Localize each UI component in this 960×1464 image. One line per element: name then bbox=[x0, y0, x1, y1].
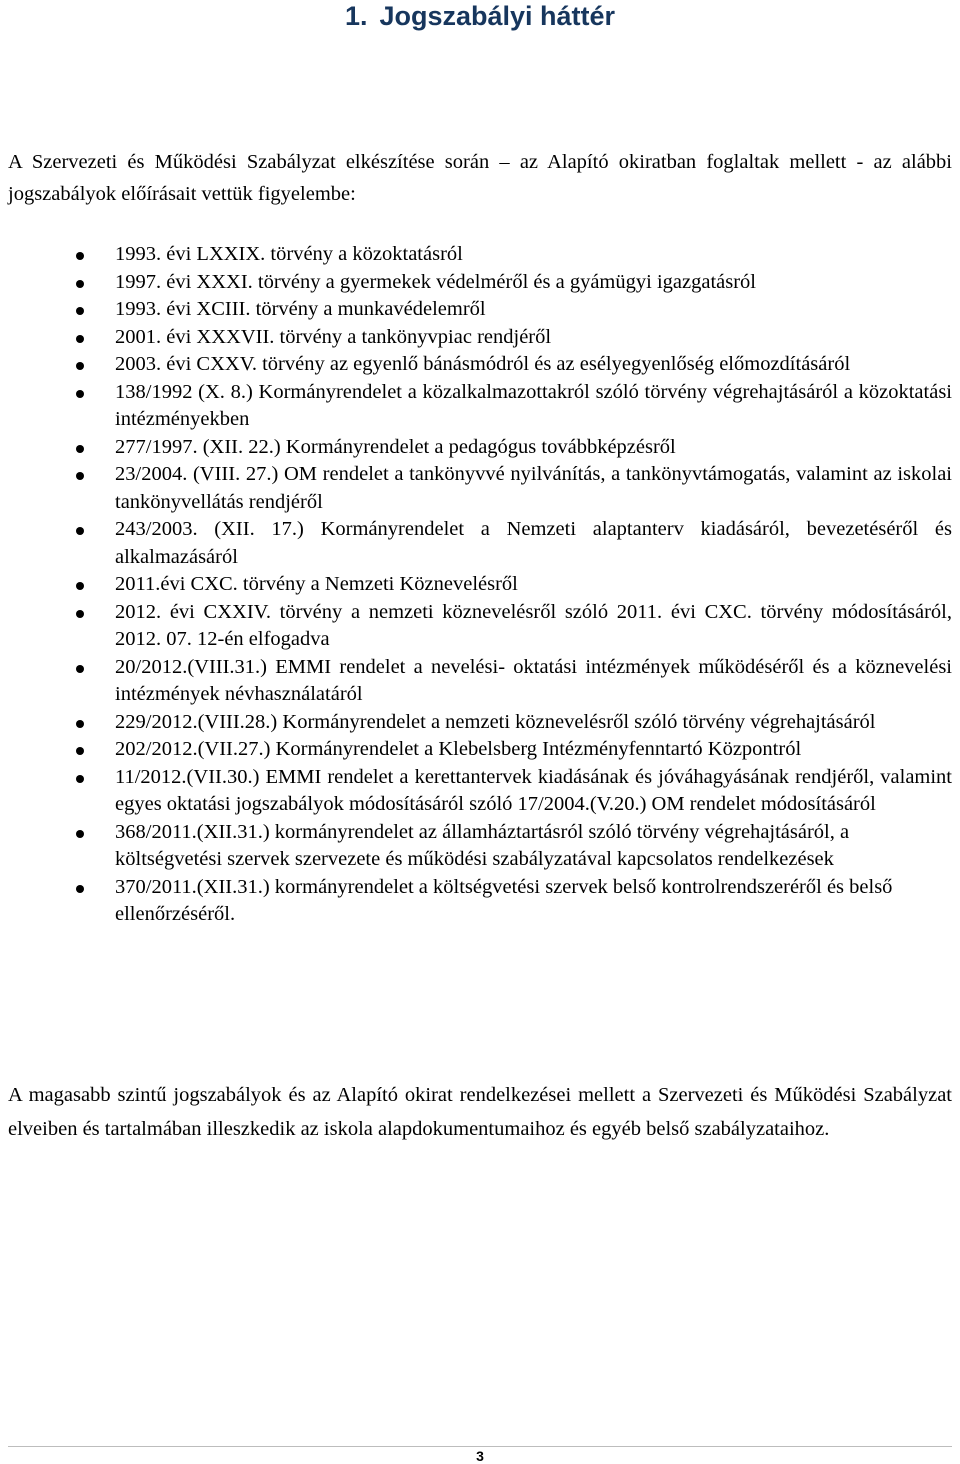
list-item bbox=[0, 819, 960, 874]
list-item bbox=[0, 764, 960, 819]
list-item bbox=[0, 461, 960, 516]
list-item bbox=[0, 241, 960, 269]
list-item bbox=[0, 324, 960, 352]
law-text: 2001. évi XXXVII. törvény a tankönyvpiac rendjéről bbox=[115, 325, 552, 348]
bullet-icon bbox=[76, 362, 84, 370]
list-item bbox=[0, 709, 960, 737]
law-text: 23/2004. (VIII. 27.) OM rendelet a tankönyvvé nyilvánítás, a tankönyvtámogatás, valamint az iskolai tankönyvellátás rendjéről bbox=[115, 463, 952, 513]
law-text: 11/2012.(VII.30.) EMMI rendelet a kerettantervek kiadásának és jóváhagyásának rendjéről, valamint egyes oktatási jogszabályok módosításáról szóló 17/2004.(V.20.) OM rendelet módosításáról bbox=[115, 765, 952, 815]
law-list bbox=[0, 241, 960, 929]
list-item bbox=[0, 736, 960, 764]
list-item bbox=[0, 874, 960, 929]
law-text: 202/2012.(VII.27.) Kormányrendelet a Klebelsberg Intézményfenntartó Központról bbox=[115, 738, 802, 760]
law-text: 368/2011.(XII.31.) kormányrendelet az államháztartásról szóló törvény végrehajtásáról, a költségvetési szervek szervezete és működési szabályzatával kapcsolatos rendelkezések bbox=[115, 820, 850, 870]
bullet-icon bbox=[76, 830, 84, 838]
closing-paragraph: A magasabb szintű jogszabályok és az Alapító okirat rendelkezései mellett a Szervezeti és Működési Szabályzat elveiben és tartalmában illeszkedik az iskola alapdokumentumaihoz és egyéb belső szabályzataihoz. bbox=[8, 1084, 952, 1140]
law-text: 20/2012.(VIII.31.) EMMI rendelet a nevelési- oktatási intézmények működéséről és a köznevelési intézmények névhasználatáról bbox=[115, 655, 952, 705]
section-number: 1. bbox=[344, 1, 368, 31]
list-item bbox=[0, 599, 960, 654]
law-text: 229/2012.(VIII.28.) Kormányrendelet a nemzeti köznevelésről szóló törvény végrehajtásáról bbox=[115, 710, 876, 733]
law-text: 243/2003. (XII. 17.) Kormányrendelet a Nemzeti alaptanterv kiadásáról, bevezetéséről és alkalmazásáról bbox=[115, 518, 952, 568]
bullet-icon bbox=[76, 335, 84, 343]
bullet-icon bbox=[76, 252, 84, 260]
footer-divider bbox=[8, 1446, 952, 1447]
law-text: 1993. évi XCIII. törvény a munkavédelemről bbox=[115, 298, 486, 320]
law-text: 2012. évi CXXIV. törvény a nemzeti köznevelésről szóló 2011. évi CXC. törvény módosításáról, 2012. 07. 12-én elfogadva bbox=[115, 600, 952, 650]
bullet-icon bbox=[76, 885, 84, 893]
bullet-icon bbox=[76, 775, 84, 783]
intro-paragraph: A Szervezeti és Működési Szabályzat elkészítése során – az Alapító okiratban foglaltak mellett - az alábbi jogszabályok előírásait vettük figyelembe: bbox=[8, 151, 952, 205]
bullet-icon bbox=[76, 527, 84, 535]
bullet-icon bbox=[76, 582, 84, 590]
list-item bbox=[0, 296, 960, 324]
list-item bbox=[0, 516, 960, 571]
bullet-icon bbox=[76, 307, 84, 315]
list-item bbox=[0, 571, 960, 599]
list-item bbox=[0, 654, 960, 709]
section-title: Jogszabályi háttér bbox=[379, 1, 616, 31]
law-text: 1997. évi XXXI. törvény a gyermekek védelméről és a gyámügyi igazgatásról bbox=[115, 270, 756, 293]
bullet-icon bbox=[76, 390, 84, 398]
law-text: 370/2011.(XII.31.) kormányrendelet a költségvetési szervek belső kontrolrendszeréről és belső ellenőrzéséről. bbox=[115, 875, 893, 925]
bullet-icon bbox=[76, 610, 84, 618]
bullet-icon bbox=[76, 280, 84, 288]
law-text: 138/1992 (X. 8.) Kormányrendelet a közalkalmazottakról szóló törvény végrehajtásáról a közoktatási intézményekben bbox=[115, 380, 952, 430]
list-item bbox=[0, 351, 960, 379]
law-text: 2011.évi CXC. törvény a Nemzeti Köznevelésről bbox=[115, 573, 518, 595]
bullet-icon bbox=[76, 472, 84, 480]
bullet-icon bbox=[76, 445, 84, 453]
list-item bbox=[0, 434, 960, 462]
law-text: 2003. évi CXXV. törvény az egyenlő bánásmódról és az esélyegyenlőség előmozdításáról bbox=[115, 353, 851, 375]
page-number: 3 bbox=[476, 1448, 484, 1464]
law-text: 277/1997. (XII. 22.) Kormányrendelet a pedagógus továbbképzésről bbox=[115, 435, 676, 458]
law-text: 1993. évi LXXIX. törvény a közoktatásról bbox=[115, 243, 463, 265]
bullet-icon bbox=[76, 747, 84, 755]
list-item bbox=[0, 269, 960, 297]
bullet-icon bbox=[76, 720, 84, 728]
list-item bbox=[0, 379, 960, 434]
bullet-icon bbox=[76, 665, 84, 673]
section-heading bbox=[0, 0, 960, 32]
